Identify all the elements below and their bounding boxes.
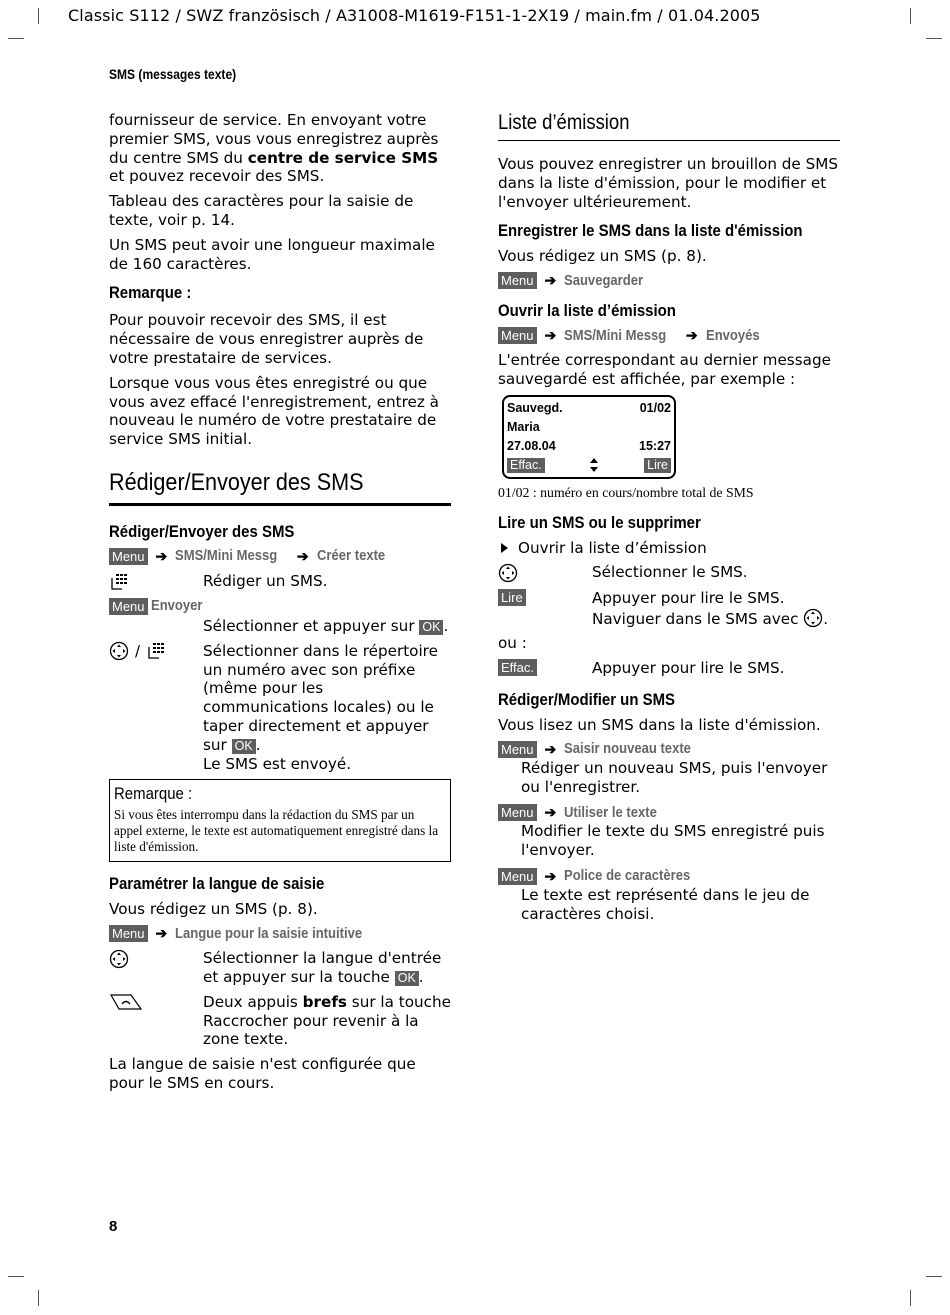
subsection-title: Paramétrer la langue de saisie	[109, 874, 325, 894]
arrow-icon: ➔	[544, 740, 557, 757]
arrow-icon: ➔	[155, 925, 168, 942]
paragraph: Pour pouvoir recevoir des SMS, il est nécessaire de vous enregistrer auprès de votre prestataire de services.	[109, 311, 424, 367]
crop-mark	[910, 8, 911, 24]
instruction-text: Deux appuis brefs sur la touche Raccrocher pour revenir à la zone texte.	[203, 992, 451, 1049]
instruction-text: Sélectionner dans le répertoire un numéro avec son préfixe (même pour les communications locales) ou le taper directement et appuyer sur OK . Le SMS est envoyé.	[203, 641, 438, 773]
menu-item: Utiliser le texte	[564, 804, 658, 821]
arrow-icon: ➔	[544, 804, 557, 821]
paragraph: Tableau des caractères pour la saisie de texte, voir p. 14.	[109, 192, 414, 229]
menu-item: Police de caractères	[564, 868, 691, 885]
key-cell	[498, 659, 592, 678]
arrow-icon: ➔	[544, 867, 557, 884]
paragraph: La langue de saisie n'est configurée que pour le SMS en cours.	[109, 1055, 416, 1092]
instruction-row	[109, 572, 451, 592]
paragraph: Un SMS peut avoir une longueur maximale de 160 caractères.	[109, 235, 435, 273]
display-text: 01/02	[639, 401, 671, 416]
arrow-icon: ➔	[544, 272, 557, 289]
display-text: 15:27	[639, 439, 671, 454]
softkey-right[interactable]: Lire	[644, 458, 671, 473]
menu-key[interactable]: Menu	[498, 272, 537, 289]
crop-mark	[38, 1290, 39, 1306]
menu-key[interactable]: Menu	[109, 548, 148, 565]
paragraph: Vous rédigez un SMS (p. 8).	[109, 900, 318, 919]
menu-item: Créer texte	[316, 548, 385, 565]
menu-item: Envoyés	[705, 327, 760, 344]
paragraph: fournisseur de service. En envoyant votre premier SMS, vous vous enregistrez auprès du centre SMS du centre de service SMS et pouvez recevoir des SMS.	[109, 111, 439, 186]
display-caption: 01/02 : numéro en cours/nombre total de SMS	[498, 484, 754, 500]
note-box	[109, 779, 451, 862]
navigation-key-icon	[498, 563, 592, 583]
list-item-text: Ouvrir la liste d’émission	[518, 538, 707, 557]
arrow-icon: ➔	[544, 327, 557, 344]
menu-key[interactable]: Menu	[498, 741, 537, 758]
paragraph: Vous rédigez un SMS (p. 8).	[498, 247, 707, 266]
separator: /	[135, 642, 141, 661]
remark-heading: Remarque :	[109, 283, 192, 303]
phone-display	[502, 395, 676, 479]
chapter-title: Rédiger/Envoyer des SMS	[109, 469, 451, 506]
menu-sequence	[498, 272, 840, 289]
menu-key[interactable]: Menu	[109, 925, 148, 942]
display-row	[507, 437, 671, 456]
instruction-text: Appuyer pour lire le SMS. Naviguer dans le SMS avec .	[592, 588, 829, 628]
menu-item: Saisir nouveau texte	[564, 741, 692, 758]
menu-sequence	[109, 548, 451, 565]
display-text: 27.08.04	[507, 439, 556, 454]
instruction-row	[498, 589, 840, 629]
crop-mark	[926, 1276, 942, 1277]
subsection-title: Lire un SMS ou le supprimer	[498, 512, 701, 532]
menu-sequence	[498, 741, 840, 758]
paragraph: Vous pouvez enregistrer un brouillon de SMS dans la liste d'émission, pour le modifier et l'envoyer ultérieurement.	[498, 155, 838, 211]
instruction-text: Sélectionner le SMS.	[592, 562, 748, 581]
menu-item: Envoyer	[150, 598, 203, 615]
menu-key[interactable]: Menu	[498, 804, 537, 821]
crop-mark	[8, 38, 24, 39]
menu-key[interactable]: Menu	[498, 327, 537, 344]
menu-sequence	[109, 925, 451, 942]
instruction-text: Rédiger un nouveau SMS, puis l'envoyer ou l'enregistrer.	[521, 758, 828, 796]
instruction-text: Sélectionner et appuyer sur OK .	[203, 616, 449, 635]
subsection-title: Enregistrer le SMS dans la liste d'émission	[498, 221, 803, 241]
ok-key[interactable]: OK	[232, 739, 256, 754]
menu-sequence	[109, 598, 451, 615]
list-item	[498, 539, 840, 557]
page-number: 8	[109, 1218, 118, 1235]
display-row	[507, 418, 671, 437]
menu-key[interactable]: Menu	[498, 868, 537, 885]
display-text: Maria	[507, 420, 540, 435]
read-key[interactable]: Lire	[498, 589, 526, 606]
scroll-arrows-icon	[589, 457, 599, 473]
instruction-text: Modifier le texte du SMS enregistré puis l'envoyer.	[521, 822, 825, 860]
note-body: Si vous êtes interrompu dans la rédaction du SMS par un appel externe, le texte est automatiquement enregistré dans la liste d'émission.	[114, 807, 439, 855]
display-text: Sauvegd.	[507, 401, 563, 416]
instruction-row	[498, 659, 840, 678]
subsection-title: Rédiger/Modifier un SMS	[498, 689, 676, 709]
note-title: Remarque :	[114, 784, 193, 804]
arrow-icon: ➔	[685, 327, 698, 344]
instruction-row	[109, 949, 451, 987]
paragraph: ou :	[498, 634, 527, 653]
navigation-key-icon	[109, 641, 129, 661]
ok-key[interactable]: OK	[419, 620, 443, 635]
ok-key[interactable]: OK	[395, 971, 419, 986]
crop-mark	[926, 38, 942, 39]
instruction-row	[498, 563, 840, 583]
display-row	[507, 399, 671, 418]
triangle-bullet-icon	[501, 543, 508, 553]
menu-sequence	[498, 868, 840, 885]
section-header: SMS (messages texte)	[109, 66, 237, 82]
menu-item: Langue pour la saisie intuitive	[175, 925, 363, 942]
icon-group	[109, 642, 203, 661]
paragraph: L'entrée correspondant au dernier message sauvegardé est affichée, par exemple :	[498, 351, 831, 388]
paragraph: Lorsque vous vous êtes enregistré ou que vous avez effacé l'enregistrement, entrez à nouveau le numéro de votre prestataire de service SMS initial.	[109, 373, 439, 449]
navigation-key-icon	[803, 608, 823, 628]
menu-item: SMS/Mini Messg	[175, 548, 278, 565]
key-cell	[498, 589, 592, 629]
navigation-key-icon	[109, 949, 203, 987]
menu-sequence	[498, 327, 840, 344]
instruction-row	[109, 642, 451, 774]
menu-key[interactable]: Menu	[109, 598, 148, 615]
right-column	[498, 111, 840, 932]
instruction-text: Appuyer pour lire le SMS.	[592, 659, 785, 678]
softkey-left[interactable]: Effac.	[507, 458, 545, 473]
left-column	[109, 111, 451, 1099]
instruction-text: Sélectionner la langue d'entrée et appuyer sur la touche OK .	[203, 949, 442, 986]
keypad-icon	[146, 641, 166, 661]
menu-item: Sauvegarder	[564, 272, 644, 289]
menu-sequence	[498, 804, 840, 821]
instruction-text: Le texte est représenté dans le jeu de caractères choisi.	[521, 885, 810, 923]
paragraph: Vous lisez un SMS dans la liste d'émission.	[498, 715, 821, 734]
subsection-title: Rédiger/Envoyer des SMS	[109, 521, 295, 541]
subsection-title: Ouvrir la liste d’émission	[498, 301, 676, 321]
keypad-icon	[109, 572, 203, 592]
crop-mark	[910, 1290, 911, 1306]
end-call-icon	[109, 993, 203, 1049]
crop-mark	[8, 1276, 24, 1277]
instruction-row	[109, 993, 451, 1049]
display-row	[507, 456, 671, 475]
delete-key[interactable]: Effac.	[498, 659, 537, 676]
crop-mark	[38, 8, 39, 24]
menu-item: SMS/Mini Messg	[564, 327, 667, 344]
arrow-icon: ➔	[296, 547, 309, 564]
arrow-icon: ➔	[155, 547, 168, 564]
file-header: Classic S112 / SWZ französisch / A31008-M1619-F151-1-2X19 / main.fm / 01.04.2005	[68, 6, 761, 25]
instruction-text: Rédiger un SMS.	[203, 571, 328, 590]
section-title: Liste d’émission	[498, 111, 840, 141]
